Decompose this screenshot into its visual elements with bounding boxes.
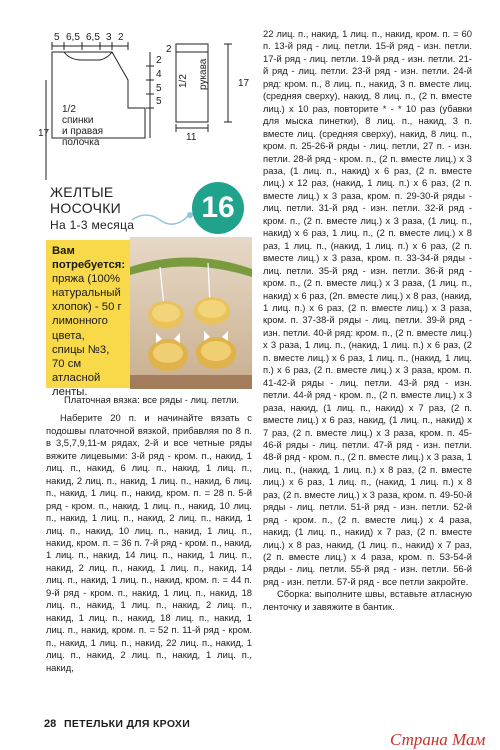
pattern-schematic <box>0 0 260 180</box>
materials-line: ленты. <box>52 385 88 398</box>
back-label-4: полочка <box>62 137 100 148</box>
back-label-3: и правая <box>62 126 104 137</box>
article-title-line1: ЖЕЛТЫЕ <box>50 184 114 200</box>
sleeve-width: 11 <box>186 132 197 143</box>
article-title-line2: НОСОЧКИ <box>50 200 122 216</box>
assembly-note: Сборка: выполните швы, вставьте атласную ленточку и завяжите в бантик. <box>263 588 472 612</box>
article-subtitle: На 1-3 месяца <box>50 218 135 232</box>
materials-line: цвета, <box>52 329 85 342</box>
materials-heading-2: потребуется: <box>52 259 126 272</box>
back-label-2: спинки <box>62 115 94 126</box>
materials-line: лимонного <box>52 315 108 328</box>
materials-line: 70 см <box>52 357 82 370</box>
materials-line: натуральный <box>52 287 121 300</box>
materials-line: пряжа (100% <box>52 273 121 286</box>
dim-right-3: 5 <box>156 83 162 94</box>
dim-top-1: 5 <box>54 32 60 43</box>
materials-line: спицы №3, <box>52 343 110 356</box>
sleeve-height: 17 <box>238 78 250 89</box>
dim-right-4: 5 <box>156 96 162 107</box>
materials-line: атласной <box>52 371 101 384</box>
dim-top-2: 6,5 <box>66 32 80 43</box>
sleeve-top-dim: 2 <box>166 44 172 55</box>
dim-top-4: 3 <box>106 32 112 43</box>
dim-top-5: 2 <box>118 32 124 43</box>
right-text-column <box>263 28 472 613</box>
materials-box <box>46 240 132 398</box>
page-number: 28 <box>44 718 57 730</box>
dim-right-1: 2 <box>156 55 162 66</box>
instructions-part-2: 22 лиц. п., накид, 1 лиц. п., накид, кром. п. = 60 п. 13-й ряд - лиц. петли. 15-й ряд - изн. петли. 17-й ряд - лиц. петли. 19-й ряд - изн. петли. 21-й ряд - лиц. петли. 23-й ряд - изн. петли. 24-й ряд: кром. п., 8 лиц. п., накид, 3 п. вместе лиц. (средняя сверху), накид, 8 лиц. п., (2 п. вместе лиц.) х 10 раз, повторите * - * 10 раз (убавки для мыска пинетки), 8 лиц. п., накид, 3 п. вместе лиц. (средняя сверху), накид, 8 лиц. п., кром. п. 25-26-й ряды - лиц. петли, 27 п. - изн. петли. 28-й ряд - кром. п., (2 п. вместе лиц.) х 3 раза, (1 лиц. п., накид) х 6 раз, (2 п. вместе лиц.) х 12 раз, (накид, 1 лиц. п.) х 6 раз, (2 п. вместе лиц.) х 3 раза, кром. п. 29-30-й ряды - лиц. петли. 31-й ряд - изн. петли. 32-й ряд - кром. п., (2 п. вместе лиц.) х 3 раза, (1 лиц. п., накид) х 6 раз, 1 лиц. п., (2 п. вместе лиц.) х 8 раз, 1 лиц. п., (накид, 1 лиц. п.) х 6 раз, (2 п. вместе лиц.) х 3 раза, кром. п. 33-34-й ряды - лиц. петли. 35-й ряд - изн. петли. 36-й ряд - кром. п., (2 п. вместе лиц.) х 3 раза, (1 лиц. п., накид) х 6 раз, (2п. вместе лиц.) х 8 раз, (накид, 1 лиц. п.) х 6 раз, (2 п. вместе лиц.) х 3 раза, кром. п. 37-38-й ряды - лиц. петли. 39-й ряд - изн. петли. 40-й ряд: кром. п., (2 п. вместе лиц.) х 3 раза, 1 лиц. п., (накид, 1 лиц. п.) х 6 раз, (2 п. вместе лиц.) х 6 раз, 1 лиц. п., (накид, 1 лиц. п.) х 6 раз, (2 п. вместе лиц.) х 3 раза, кром. п. 41-42-й ряды - лиц. петли. 43-й ряд - изн. петли. 44-й ряд - кром. п., (2 п. вместе лиц.) х 3 раза, накид, (1 лиц. п., накид) х 7 раз, (2 п. вместе лиц.) х 6 раз, накид, (1 лиц. п., накид) х 7 раз, (2 п. вместе лиц.) х 3 раза, кром. п. 45-46-й ряды - лиц. петли. 47-й ряд - изн. петли. 48-й ряд - кром. п., (2 п. вместе лиц.) х 3 раза, 1 лиц. п., (накид, 1 лиц. п.) х 8 раз, (2 п. вместе лиц.) х 6 раз, 1 лиц. п., (накид, 1 лиц. п.) х 8 раз, (2 п. вместе лиц.) х 3 раза, кром. п. 49-50-й ряды - лиц. петли. 51-й ряд - изн. петли. 52-й ряд - кром. п., (2 п. вместе лиц.) х 4 раза, накид, (1 лиц. п., накид) х 7 раз, (2 п. вместе лиц.) х 8 раз, накид, (1 лиц. п., накид) х 7 раз, (2 п. вместе лиц.) х 4 раза, кром. п. 53-54-й ряды - лиц. петли. 55-й ряд - изн. петли. 56-й ряд - изн. петли. 57-й ряд - все петли закройте. <box>263 28 472 587</box>
knitting-stitch-note: Платочная вязка: все ряды - лиц. петли. <box>64 394 240 405</box>
back-label-1: 1/2 <box>62 104 76 115</box>
sleeve-label-2: рукава <box>198 58 209 90</box>
back-height: 17 <box>38 128 50 139</box>
materials-line: хлопок) - 50 г <box>52 301 122 314</box>
left-text-column <box>46 394 252 674</box>
booties-photo <box>130 237 252 389</box>
magazine-section-title: ПЕТЕЛЬКИ ДЛЯ КРОХИ <box>64 718 191 730</box>
materials-heading-1: Вам <box>52 245 75 257</box>
dim-right-2: 4 <box>156 69 162 80</box>
site-watermark: Страна Мам <box>390 730 486 749</box>
dim-top-3: 6,5 <box>86 32 100 43</box>
instructions-part-1: Наберите 20 п. и начинайте вязать с подошвы платочной вязкой, прибавляя по 8 п. в 3,5,7,9,11-м рядах, 2-й и все четные ряды вяжите лицевыми: 3-й ряд - кром. п., накид, 1 лиц. п., накид, 6 лиц. п., накид, 1 лиц. п., накид, 2 лиц. п., накид, 1 лиц. п., накид, 6 лиц. п., накид, 1 лиц. п., накид, кром. п. = 28 п. 5-й ряд - кром. п., накид, 1 лиц. п., накид, 10 лиц. п., накид, 1 лиц. п., накид, 2 лиц. п., накид, 1 лиц. п., накид, 10 лиц. п., накид, 1 лиц. п., накид, кром. п. = 36 п. 7-й ряд - кром. п., накид, 1 лиц. п., накид, 14 лиц. п., накид, 1 лиц. п., накид, 2 лиц. п., накид, 1 лиц. п., накид, 14 лиц. п., накид, 1 лиц. п., накид, кром. п. = 44 п. 9-й ряд - кром. п., накид, 1 лиц. п., накид, 18 лиц. п., накид, 1 лиц. п., накид, 2 лиц. п., накид, 1 лиц. п., накид, 18 лиц. п., накид, 1 лиц. п., накид, кром. п. = 52 п. 11-й ряд - кром. п., накид, 1 лиц. п., накид, 22 лиц. п., накид, 1 лиц. п., накид, 2 лиц. п., накид, 1 лиц. п., накид, <box>46 412 252 673</box>
sleeve-label-1: 1/2 <box>178 74 189 88</box>
ribbon-decoration <box>130 206 196 228</box>
pattern-number-badge: 16 <box>192 182 244 234</box>
